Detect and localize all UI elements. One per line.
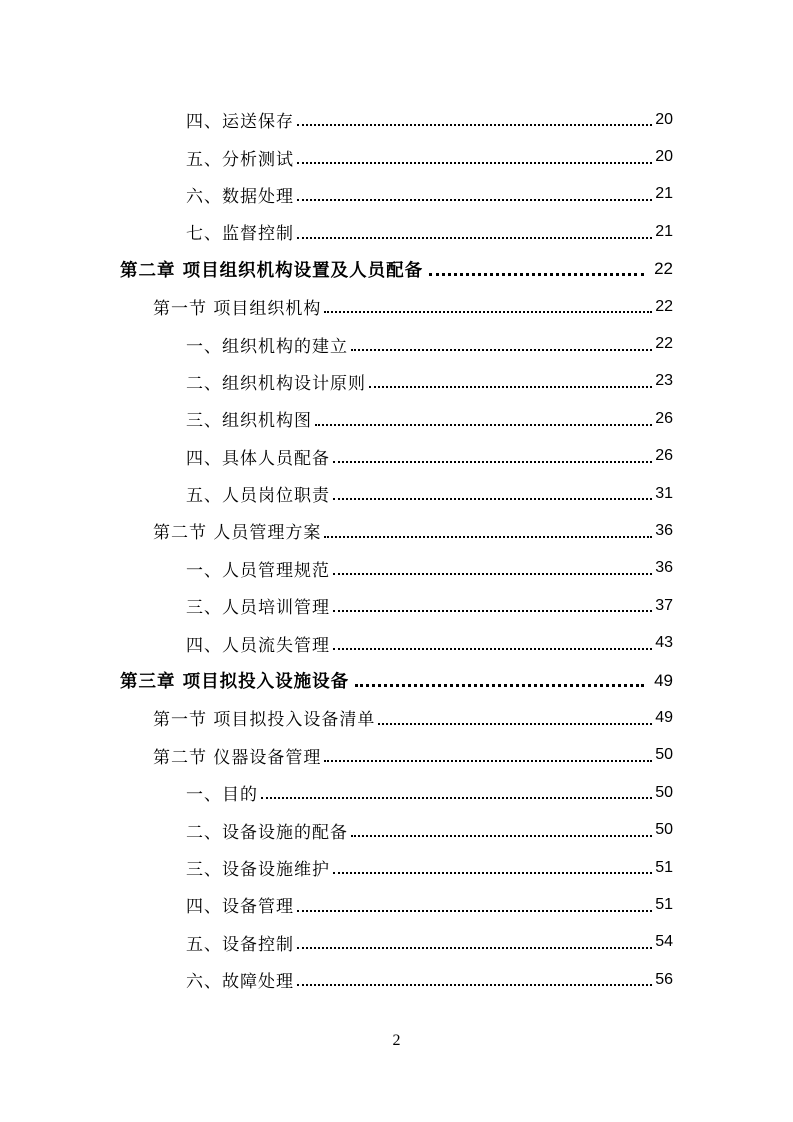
- toc-entry-title: 一、目的: [186, 785, 258, 806]
- toc-entry-page: 51: [655, 895, 673, 913]
- toc-entry-title: 第二节 人员管理方案: [153, 523, 322, 544]
- toc-entry[interactable]: [0, 961, 793, 998]
- toc-entry-page: 50: [655, 746, 673, 764]
- toc-dot-leader: [297, 152, 652, 164]
- toc-entry-page: 20: [655, 110, 673, 128]
- toc-dot-leader: [351, 339, 652, 351]
- toc-entry[interactable]: [0, 400, 793, 437]
- toc-entry-title: 一、人员管理规范: [186, 560, 330, 581]
- toc-section-entry[interactable]: [0, 737, 793, 774]
- toc-entry-title: 第二节 仪器设备管理: [153, 747, 322, 768]
- toc-dot-leader: [297, 189, 652, 201]
- toc-dot-leader: [324, 750, 652, 762]
- toc-entry[interactable]: [0, 438, 793, 475]
- toc-dot-leader: [369, 376, 652, 388]
- toc-entry-page: 22: [655, 297, 673, 315]
- toc-section-entry[interactable]: [0, 288, 793, 325]
- toc-chapter-entry[interactable]: [0, 251, 793, 288]
- toc-entry[interactable]: [0, 774, 793, 811]
- toc-entry-title: 第二章 项目组织机构设置及人员配备: [120, 260, 424, 281]
- toc-dot-leader: [351, 825, 652, 837]
- toc-entry-page: 26: [655, 447, 673, 465]
- toc-dot-leader: [297, 937, 652, 949]
- toc-entry-page: 26: [655, 409, 673, 427]
- toc-entry-title: 四、具体人员配备: [186, 448, 330, 469]
- toc-entry-title: 四、人员流失管理: [186, 635, 330, 656]
- toc-entry-title: 四、设备管理: [186, 897, 294, 918]
- toc-entry-title: 二、设备设施的配备: [186, 822, 348, 843]
- toc-dot-leader: [429, 263, 644, 276]
- toc-entry-title: 第一节 项目拟投入设备清单: [153, 710, 376, 731]
- toc-entry-page: 49: [654, 670, 673, 690]
- toc-dot-leader: [297, 227, 652, 239]
- toc-entry-title: 二、组织机构设计原则: [186, 373, 366, 394]
- toc-entry-title: 五、人员岗位职责: [186, 486, 330, 507]
- toc-entry-page: 36: [655, 521, 673, 539]
- toc-dot-leader: [333, 563, 652, 575]
- toc-entry[interactable]: [0, 811, 793, 848]
- toc-dot-leader: [261, 787, 652, 799]
- toc-entry-title: 六、数据处理: [186, 186, 294, 207]
- toc-dot-leader: [333, 488, 652, 500]
- toc-entry-title: 三、组织机构图: [186, 411, 312, 432]
- toc-entry-page: 50: [655, 783, 673, 801]
- toc-entry[interactable]: [0, 101, 793, 138]
- toc-entry[interactable]: [0, 624, 793, 661]
- toc-entry[interactable]: [0, 213, 793, 250]
- toc-entry[interactable]: [0, 924, 793, 961]
- toc-entry-page: 36: [655, 559, 673, 577]
- toc-entry-title: 三、人员培训管理: [186, 598, 330, 619]
- toc-dot-leader: [333, 862, 652, 874]
- toc-entry[interactable]: [0, 325, 793, 362]
- toc-dot-leader: [324, 301, 652, 313]
- toc-dot-leader: [333, 638, 652, 650]
- toc-entry-page: 23: [655, 372, 673, 390]
- toc-entry-page: 49: [655, 708, 673, 726]
- toc-entry-title: 四、运送保存: [186, 112, 294, 133]
- toc-entry-page: 21: [655, 185, 673, 203]
- toc-entry-page: 50: [655, 821, 673, 839]
- toc-entry[interactable]: [0, 849, 793, 886]
- toc-entry-title: 一、组织机构的建立: [186, 336, 348, 357]
- toc-entry-page: 20: [655, 148, 673, 166]
- toc-entry-page: 22: [655, 335, 673, 353]
- toc-entry-title: 五、分析测试: [186, 149, 294, 170]
- toc-entry[interactable]: [0, 587, 793, 624]
- toc-entry-page: 56: [655, 970, 673, 988]
- toc-dot-leader: [297, 114, 652, 126]
- toc-section-entry[interactable]: [0, 699, 793, 736]
- toc-entry[interactable]: [0, 550, 793, 587]
- toc-entry-page: 31: [655, 484, 673, 502]
- toc-dot-leader: [333, 451, 652, 463]
- toc-dot-leader: [378, 713, 652, 725]
- toc-dot-leader: [355, 674, 644, 687]
- toc-entry-page: 37: [655, 596, 673, 614]
- toc-dot-leader: [324, 526, 652, 538]
- toc-dot-leader: [297, 974, 652, 986]
- toc-dot-leader: [315, 414, 652, 426]
- toc-entry-title: 五、设备控制: [186, 934, 294, 955]
- toc-entry-page: 22: [654, 259, 673, 279]
- toc-dot-leader: [333, 600, 652, 612]
- toc-entry-title: 六、故障处理: [186, 972, 294, 993]
- toc-dot-leader: [297, 900, 652, 912]
- toc-entry[interactable]: [0, 176, 793, 213]
- toc-section-entry[interactable]: [0, 512, 793, 549]
- toc-entry[interactable]: [0, 475, 793, 512]
- toc-entry-page: 43: [655, 634, 673, 652]
- toc-entry-title: 第三章 项目拟投入设施设备: [120, 672, 350, 693]
- toc-entry-title: 第一节 项目组织机构: [153, 299, 322, 320]
- toc-entry-page: 21: [655, 222, 673, 240]
- toc-entry-title: 七、监督控制: [186, 224, 294, 245]
- toc-entry[interactable]: [0, 363, 793, 400]
- toc-entry-page: 51: [655, 858, 673, 876]
- toc-entry-title: 三、设备设施维护: [186, 860, 330, 880]
- table-of-contents: [0, 101, 793, 998]
- page-number: 2: [392, 1032, 401, 1049]
- toc-entry[interactable]: [0, 138, 793, 175]
- toc-chapter-entry[interactable]: [0, 662, 793, 699]
- toc-entry[interactable]: [0, 886, 793, 923]
- toc-entry-page: 54: [655, 933, 673, 951]
